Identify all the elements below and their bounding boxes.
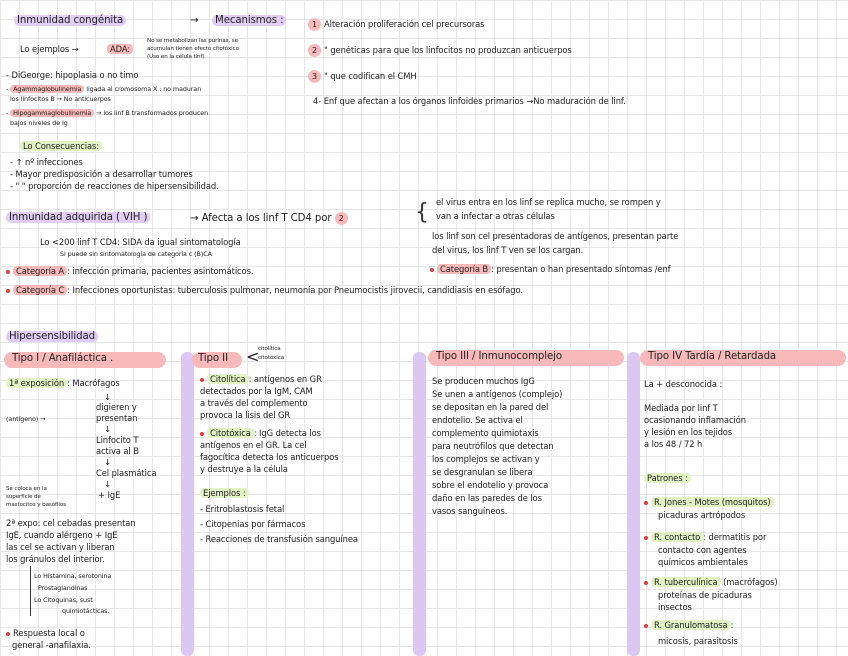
type2-sub-2: citotóxica xyxy=(258,355,285,361)
branch-1a: el virus entra en los linf se replica mucho, se rompen y xyxy=(436,197,661,207)
column-divider xyxy=(627,352,640,656)
bullet-icon xyxy=(644,536,648,540)
mechanism-1: 1 Alteración proliferación cel precursoras xyxy=(308,18,484,31)
type4-pattern-rest: químicos ambientales xyxy=(658,557,748,567)
type4-patterns-title: Patrones : xyxy=(644,473,691,483)
type2-p2-line: antígenos en el GR. La cel xyxy=(200,440,307,450)
type2-p2-label: Citotóxica : IgG detecta los xyxy=(200,428,321,438)
branch-2a: los linf son cel presentadoras de antígenos, presentan parte xyxy=(432,231,679,241)
tree-line xyxy=(30,566,31,616)
type3-line: para neutrófilos que detectan xyxy=(432,441,554,451)
bullet-icon xyxy=(6,270,10,274)
type4-pattern: R. Jones - Motes (mosquitos) xyxy=(644,497,774,507)
sida-line-1: Lo <200 linf T CD4: SIDA da igual sintomatología xyxy=(40,237,241,247)
type1-chain-6: ↓ xyxy=(104,457,111,467)
mechanisms-label: Mecanismos : xyxy=(212,15,286,27)
type2-p1-line: a través del complemento xyxy=(200,398,308,408)
type3-line: los complejos se activan y xyxy=(432,454,540,464)
ada-note-3: (Uso en la célula tinf) xyxy=(147,54,205,60)
type2-p2-line: y destruye a la célula xyxy=(200,464,288,474)
type4-mediated: a los 48 / 72 h xyxy=(644,439,703,449)
type1-release-0: Lo Histamina, serotonina xyxy=(34,572,112,580)
hyper-title: Hipersensibilidad xyxy=(6,331,98,343)
type1-chain-8: ↓ xyxy=(104,479,111,489)
acquired-title: Inmunidad adquirida ( VIH ) xyxy=(6,212,150,224)
arrow-icon: → xyxy=(190,15,199,26)
type3-line: se depositan en la pared del xyxy=(432,402,549,412)
branch-2b: del virus, los linf T ven se los cargan. xyxy=(432,245,584,255)
type1-side-1: (antígeno) → xyxy=(6,415,46,423)
type3-line: vasos sanguíneos. xyxy=(432,506,508,516)
type4-header: Tipo IV Tardía / Retardada xyxy=(648,351,777,362)
innate-title: Inmunidad congénita xyxy=(14,15,126,27)
type1-chain-7: Cel plasmática xyxy=(96,468,157,478)
type2-p2-line: fagocítica detecta los anticuerpos xyxy=(200,452,339,462)
consequence-3: - " " proporción de reacciones de hipersensibilidad. xyxy=(10,181,219,191)
type4-pattern-rest: insectos xyxy=(658,602,692,612)
type1-second-1: 2ª expo: cel cebadas presentan xyxy=(6,518,136,528)
type3-line: se desgranulan se libera xyxy=(432,467,533,477)
type1-second-3: las cel se activan y liberan xyxy=(6,542,115,552)
type3-line: daño en las paredes de los xyxy=(432,493,542,503)
type1-release-1: Prostaglandinas xyxy=(38,584,88,592)
type1-side-3: superficie de xyxy=(6,494,41,500)
type1-chain-5: activa al B xyxy=(96,446,139,456)
bullet-icon xyxy=(200,432,204,436)
type1-response-1: Respuesta local o xyxy=(6,628,85,638)
type2-example: - Citopenias por fármacos xyxy=(200,519,306,529)
examples-prefix: Lo ejemplos → xyxy=(20,44,79,54)
category-a: Categoría A : infección primaria, pacientes asintomáticos. xyxy=(6,266,253,276)
bullet-icon xyxy=(644,624,648,628)
ada-note-1: No se metabolizan las purinas, se xyxy=(147,38,238,44)
type2-p1-line: detectados por la IgM, CAM xyxy=(200,386,313,396)
type4-pattern: R. tuberculínica (macrófagos) xyxy=(644,577,778,587)
type2-p1-line: provoca la lisis del GR xyxy=(200,410,291,420)
consequences-title: Lo Consecuencias: xyxy=(20,141,102,151)
type2-p1-label: Citolítica : antígenos en GR xyxy=(200,374,322,384)
consequence-1: - ↑ nº infecciones xyxy=(10,157,83,167)
type3-line: sobre el endotelio y provoca xyxy=(432,480,549,490)
category-c: Categoría C : Infecciones oportunistas: tuberculosis pulmonar, neumonía por Pneumocistis jirovecii, candidiasis en esófago. xyxy=(6,285,523,295)
bullet-icon xyxy=(644,501,648,505)
type1-first-exposure: 1ª exposición : Macrófagos xyxy=(6,378,120,388)
agamma-line-2: los linfocitos B → No anticuerpos xyxy=(10,95,111,103)
type3-line: Se unen a antígenos (complejo) xyxy=(432,389,563,399)
type2-header: Tipo II xyxy=(198,353,228,364)
hipogamma-line-2: bajos niveles de Ig xyxy=(10,119,68,127)
type4-pattern-rest: micosis, parasitosis xyxy=(658,636,738,646)
type4-intro: La + desconocida : xyxy=(644,379,723,389)
bullet-icon xyxy=(200,378,204,382)
type4-pattern: R. Granulomatosa : xyxy=(644,620,733,630)
branch-1b: van a infectar a otras células xyxy=(436,211,555,221)
type1-chain-1: digieren y xyxy=(96,402,137,412)
type4-pattern: R. contacto : dermatitis por xyxy=(644,532,766,542)
hipogammaglobulinemia: - Hipogammaglobulinemia → los linf B transformados producen xyxy=(6,109,209,117)
type4-pattern-rest: contacto con agentes xyxy=(658,545,747,555)
type1-release-3: quimiotácticas. xyxy=(62,607,110,615)
type4-mediated: y lesión en los tejidos xyxy=(644,427,733,437)
column-divider xyxy=(413,352,426,656)
type3-header: Tipo III / Inmunocomplejo xyxy=(436,351,563,362)
type1-release-2: Lo Citoquinas, sust xyxy=(34,596,93,604)
type1-side-4: mastocitos y basófilos xyxy=(6,502,66,508)
type4-mediated: ocasionando inflamación xyxy=(644,415,746,425)
type1-response-2: general -anafilaxia. xyxy=(12,640,91,650)
type1-side-2: Se coloca en la xyxy=(6,486,47,492)
type4-pattern-rest: picaduras artrópodos xyxy=(658,510,746,520)
agammaglobulinemia: - Agammaglobulinemia ligada al cromosoma X : no maduran xyxy=(6,85,202,93)
type2-example: - Reacciones de transfusión sanguínea xyxy=(200,534,358,544)
type1-chain-3: ↓ xyxy=(104,424,111,434)
acquired-affects: → Afecta a los linf T CD4 por 2 xyxy=(190,212,351,225)
sida-line-2: Si puede sin sintomatología de categoría c (B)CA xyxy=(60,250,212,258)
consequence-2: - Mayor predisposición a desarrollar tumores xyxy=(10,169,193,179)
type3-line: Se producen muchos IgG xyxy=(432,376,535,386)
column-divider xyxy=(181,352,194,656)
type1-chain-9: + IgE xyxy=(98,490,121,500)
mechanism-4: 4- Enf que afectan a los órganos linfoides primarios →No maduración de linf. xyxy=(313,96,626,106)
type4-mediated: Mediada por linf T xyxy=(644,403,718,413)
mechanism-3: 3 " que codifican el CMH xyxy=(308,70,417,83)
type1-second-2: IgE, cuando alérgeno + IgE xyxy=(6,530,118,540)
type4-pattern-rest: proteínas de picaduras xyxy=(658,590,752,600)
ada-label: ADA: xyxy=(107,44,133,54)
type2-sub-1: citolítica xyxy=(258,346,281,352)
type1-chain-4: Linfocito T xyxy=(96,435,139,445)
type3-line: complemento quimiotaxis xyxy=(432,428,539,438)
type2-examples-title: Ejemplos : xyxy=(200,488,249,498)
brace-icon: { xyxy=(415,200,429,225)
type1-second-4: los gránulos del interior. xyxy=(6,554,105,564)
type1-header: Tipo I / Anafiláctica . xyxy=(12,353,114,364)
less-than-icon: < xyxy=(246,347,260,366)
type1-chain-2: presentan xyxy=(96,413,138,423)
type3-line: endotelio. Se activa el xyxy=(432,415,523,425)
digeorge: - DiGeorge: hipoplasia o no timo xyxy=(6,70,139,80)
ada-note-2: acumulan tienen efecto citotóxico xyxy=(147,46,239,52)
bullet-icon xyxy=(6,289,10,293)
type2-example: - Eritroblastosis fetal xyxy=(200,504,285,514)
type1-chain-0: ↓ xyxy=(104,392,111,402)
bullet-icon xyxy=(430,268,434,272)
bullet-icon xyxy=(6,632,10,636)
mechanism-2: 2 " genéticas para que los linfocitos no produzcan anticuerpos xyxy=(308,44,572,57)
bullet-icon xyxy=(644,581,648,585)
category-b: Categoría B : presentan o han presentado síntomas /enf xyxy=(430,264,671,274)
